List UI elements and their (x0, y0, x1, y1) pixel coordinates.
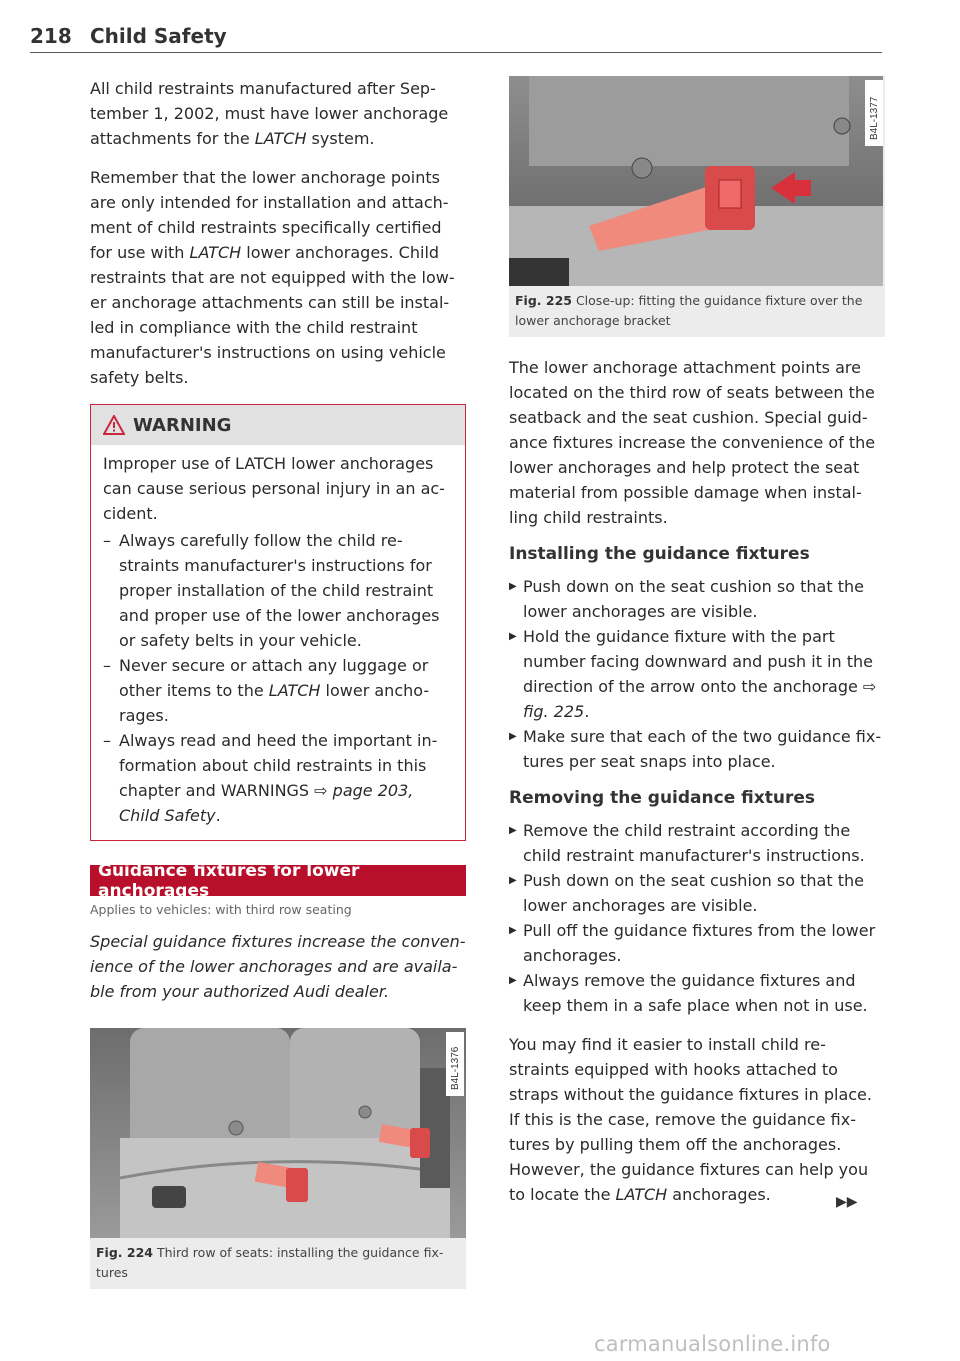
heading-installing: Installing the guidance fixtures (509, 544, 810, 564)
remove-steps (509, 818, 885, 1018)
chapter-title: Child Safety (90, 24, 227, 48)
paragraph-anchorage-location: The lower anchorage attachment points are located on the third row of seats between the seatback and the seat cushion. Special guid- ance fixtures increase the convenience of the lower anchorages and help protect the seat material from possible damage when instal- ling child restraints. (509, 358, 876, 527)
warning-intro: Improper use of LATCH lower anchorages can cause serious personal injury in an ac- cident. (103, 454, 445, 523)
warning-item: – Always read and heed the important in- formation about child restraints in this chapter and WARNINGS ⇨ page 203, Child Safety. (103, 731, 438, 825)
warning-body (91, 445, 465, 840)
third-row-seats-illustration (90, 1028, 466, 1238)
figure-224 (90, 1028, 466, 1289)
warning-item: – Always carefully follow the child re- straints manufacturer's instructions for proper installation of the child restraint and proper use of the lower anchorages or safety belts in your vehicle. (103, 531, 440, 650)
figure-225 (509, 76, 885, 337)
warning-item: – Never secure or attach any luggage or other items to the LATCH lower ancho- rages. (103, 656, 430, 725)
figure-reference-link[interactable]: ⇨ fig. 225 (523, 677, 877, 721)
list-item: ▶ Always remove the guidance fixtures and keep them in a safe place when not in use. (509, 971, 868, 1015)
right-column (509, 76, 885, 1221)
list-item: ▶ Push down on the seat cushion so that the lower anchorages are visible. (509, 577, 864, 621)
list-item: ▶ Remove the child restraint according the child restraint manufacturer's instructions. (509, 821, 865, 865)
list-item: ▶ Push down on the seat cushion so that the lower anchorages are visible. (509, 871, 864, 915)
warning-box (90, 404, 466, 841)
site-watermark: carmanualsonline.info (594, 1332, 831, 1356)
heading-removing: Removing the guidance fixtures (509, 788, 815, 808)
page-number: 218 (30, 24, 72, 48)
warning-label: WARNING (133, 414, 232, 436)
warning-triangle-icon (103, 415, 125, 435)
paragraph-anchorage-use: Remember that the lower anchorage points are only intended for installation and attach- ment of child restraints specifically certified for use with LATCH lower anchorages. Child restraints that are not equipped with the low- er anchorage attachments can still be instal- led in compliance with the child restraint manufacturer's instructions on using vehicle safety belts. (90, 168, 455, 387)
section-heading: Guidance fixtures for lower anchorages (90, 865, 466, 896)
figure-code: B4L-1377 (869, 96, 880, 140)
list-item: ▶ Pull off the guidance fixtures from the lower anchorages. (509, 921, 876, 965)
warning-header (91, 405, 465, 445)
figure-code: B4L-1376 (450, 1046, 461, 1090)
continue-arrow-icon: ▶▶ (836, 1194, 858, 1210)
paragraph-hooks: You may find it easier to install child re- straints equipped with hooks attached to straps without the guidance fixtures in place. If this is the case, remove the guidance fix- tures by pulling them off the anchorages. However, the guidance fixtures can help you to locate the LATCH anchorages. (509, 1035, 872, 1204)
applies-to-note: Applies to vehicles: with third row seating (90, 902, 352, 917)
page-reference-link[interactable]: ⇨ page 203, Child Safety (119, 781, 414, 825)
guidance-fixture-closeup-illustration (509, 76, 883, 286)
figure-225-caption: Fig. 225 Close-up: fitting the guidance fixture over the lower anchorage bracket (515, 293, 863, 328)
left-column (90, 76, 466, 1289)
paragraph-latch-requirement: All child restraints manufactured after Sep- tember 1, 2002, must have lower anchorage attachments for the LATCH system. (90, 79, 449, 148)
list-item: ▶ Make sure that each of the two guidance fix- tures per seat snaps into place. (509, 727, 882, 771)
list-item: ▶ Hold the guidance fixture with the part number facing downward and push it in the direction of the arrow onto the anchorage ⇨ fig. 225. (509, 627, 877, 721)
section-intro: Special guidance fixtures increase the conven- ience of the lower anchorages and are availa- ble from your authorized Audi dealer. (90, 932, 466, 1001)
figure-224-caption: Fig. 224 Third row of seats: installing the guidance fix- tures (96, 1245, 444, 1280)
install-steps (509, 574, 885, 774)
page-header (30, 22, 882, 53)
